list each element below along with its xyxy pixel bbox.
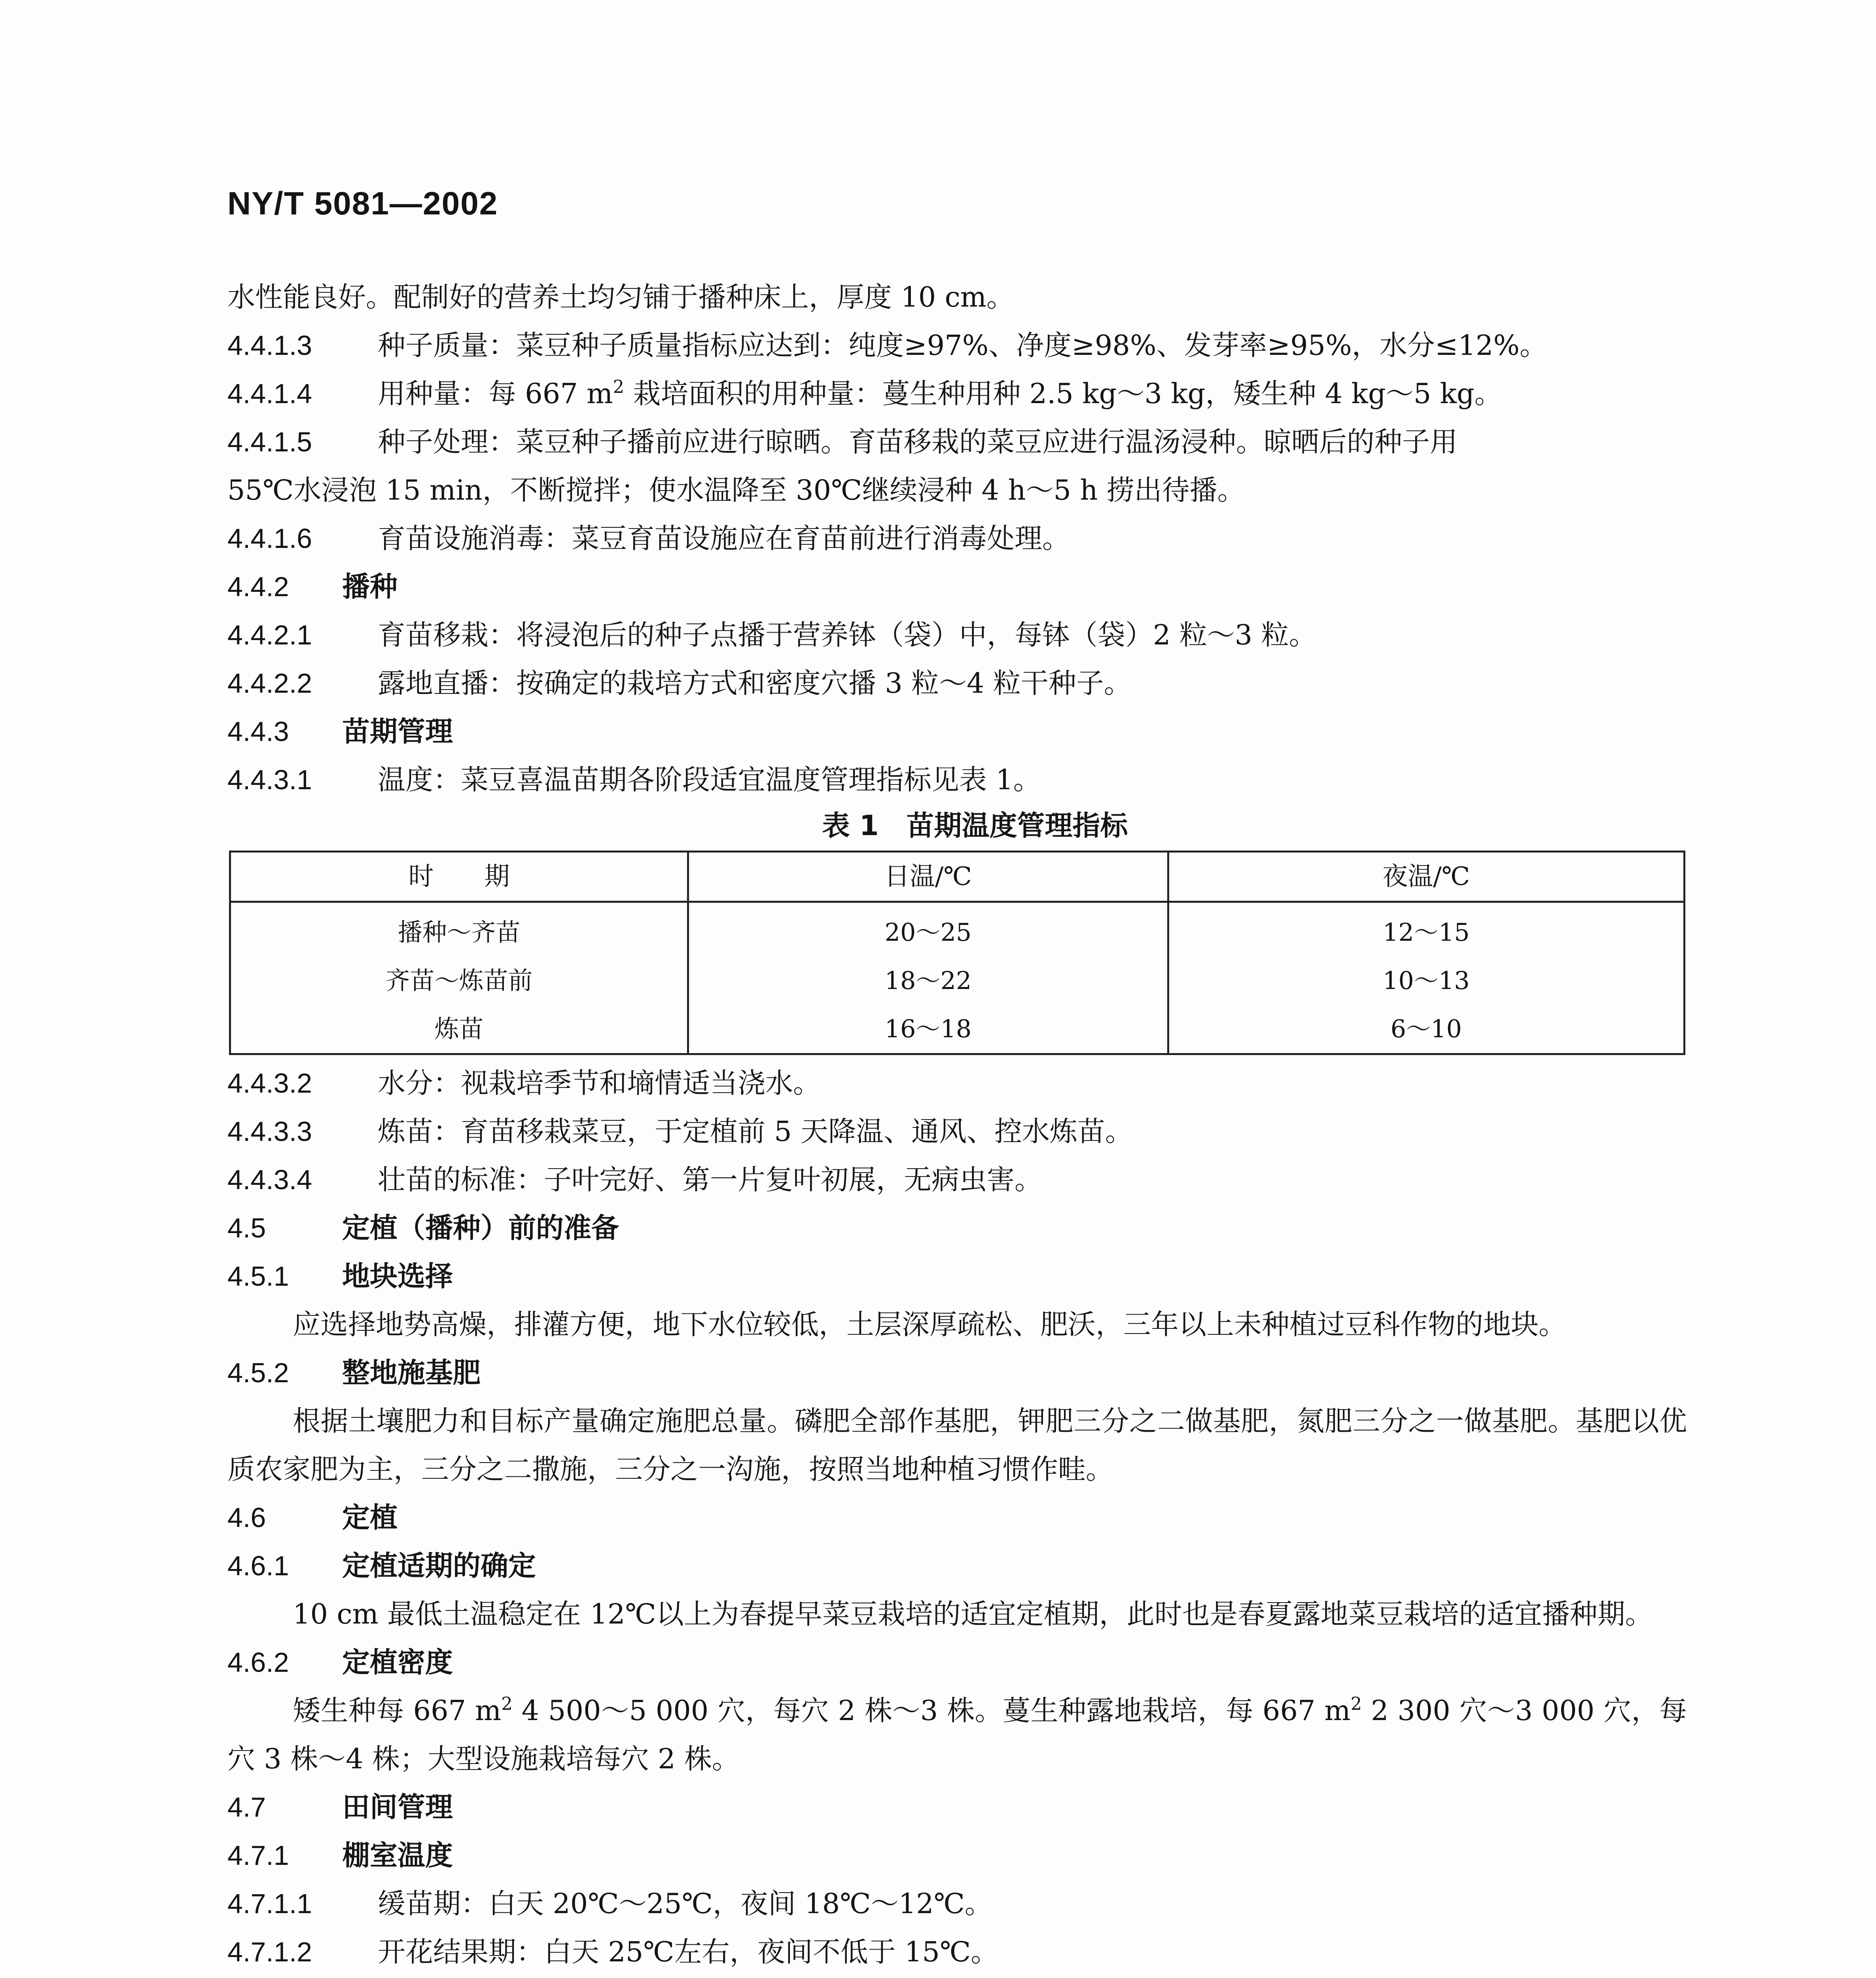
body-paragraph <box>227 1590 1687 1638</box>
heading-number: 4.4.3 <box>227 716 289 747</box>
heading-number: 4.6 <box>227 1502 266 1533</box>
section-heading <box>227 707 1687 756</box>
clause-number: 4.4.2.1 <box>227 620 312 650</box>
section-heading <box>227 1493 1687 1542</box>
clause-text: 栽培面积的用种量：蔓生种用种 2.5 kg～3 kg，矮生种 4 kg～5 kg。 <box>624 377 1502 410</box>
section-4-4-1 <box>227 273 1687 804</box>
heading-number: 4.5.1 <box>227 1261 289 1292</box>
clause-number: 4.4.3.2 <box>227 1068 312 1099</box>
heading-number: 4.6.1 <box>227 1550 289 1581</box>
heading-title: 田间管理 <box>342 1791 453 1823</box>
heading-title: 定植 <box>342 1501 398 1534</box>
heading-title: 播种 <box>342 570 398 603</box>
clause-text: 种子质量：菜豆种子质量指标应达到：纯度≥97%、净度≥98%、发芽率≥95%，水分≤12%。 <box>378 329 1547 362</box>
superscript: 2 <box>501 1693 513 1714</box>
clause-number: 4.4.1.6 <box>227 523 312 554</box>
heading-number: 4.4.2 <box>227 571 289 602</box>
body-paragraph <box>227 1686 1687 1783</box>
heading-number: 4.6.2 <box>227 1647 289 1678</box>
section-heading <box>227 1638 1687 1686</box>
section-heading <box>227 1976 1687 1978</box>
standard-code: NY/T 5081—2002 <box>227 186 498 222</box>
clause-line <box>227 611 1687 659</box>
body-paragraph <box>227 1397 1687 1493</box>
clause-line <box>227 1928 1687 1976</box>
sections-4-4-3-to-4-7 <box>227 1059 1687 1978</box>
clause-number: 4.7.1.2 <box>227 1936 312 1967</box>
heading-title: 整地施基肥 <box>342 1357 481 1389</box>
body-text: 10 cm 最低土温稳定在 12℃以上为春提早菜豆栽培的适宜定植期，此时也是春夏露地菜豆栽培的适宜播种期。 <box>293 1598 1653 1630</box>
body-paragraph <box>227 1300 1687 1349</box>
clause-line <box>227 466 1687 514</box>
clause-text: 种子处理：菜豆种子播前应进行晾晒。育苗移栽的菜豆应进行温汤浸种。晾晒后的种子用 <box>378 426 1458 458</box>
table-cell: 18～22 <box>688 957 1168 1005</box>
section-heading <box>227 563 1687 611</box>
heading-title: 定植密度 <box>342 1646 453 1679</box>
clause-line <box>227 369 1687 418</box>
table-cell: 10～13 <box>1168 957 1684 1005</box>
section-heading <box>227 1542 1687 1590</box>
table-header-period: 时 期 <box>230 852 688 902</box>
clause-line <box>227 659 1687 707</box>
table-row <box>230 957 1685 1005</box>
body-text: 55℃水浸泡 15 min，不断搅拌；使水温降至 30℃继续浸种 4 h～5 h 捞出待播。 <box>227 474 1245 506</box>
body-text: 水性能良好。配制好的营养土均匀铺于播种床上，厚度 10 cm。 <box>227 281 1015 313</box>
clause-text: 开花结果期：白天 25℃左右，夜间不低于 15℃。 <box>378 1936 999 1968</box>
clause-text: 缓苗期：白天 20℃～25℃，夜间 18℃～12℃。 <box>378 1887 993 1920</box>
heading-title: 定植（播种）前的准备 <box>342 1212 619 1244</box>
table-header-night-temp: 夜温/℃ <box>1168 852 1684 902</box>
clause-number: 4.7.1.1 <box>227 1888 312 1919</box>
heading-number <box>227 1976 342 1978</box>
heading-title: 棚室温度 <box>342 1839 453 1872</box>
clause-line <box>227 321 1687 369</box>
clause-text: 用种量：每 667 m <box>378 377 613 410</box>
heading-number: 4.5 <box>227 1213 266 1243</box>
clause-line <box>227 1107 1687 1156</box>
clause-line <box>227 1156 1687 1204</box>
clause-text: 育苗移栽：将浸泡后的种子点播于营养钵（袋）中，每钵（袋）2 粒～3 粒。 <box>378 619 1317 651</box>
clause-number: 4.4.1.5 <box>227 426 312 457</box>
clause-number: 4.4.3.1 <box>227 764 312 795</box>
table-cell: 炼苗 <box>434 1014 484 1043</box>
table-header-row <box>230 852 1685 902</box>
clause-text: 育苗设施消毒：菜豆育苗设施应在育苗前进行消毒处理。 <box>378 522 1070 555</box>
heading-number: 4.7.1 <box>227 1840 289 1871</box>
clause-line <box>227 418 1687 466</box>
heading-number: 4.5.2 <box>227 1357 289 1388</box>
clause-line <box>227 756 1687 804</box>
clause-number: 4.4.1.3 <box>227 330 312 361</box>
table-cell: 20～25 <box>688 902 1168 957</box>
clause-number: 4.4.3.3 <box>227 1116 312 1147</box>
clause-text: 水分：视栽培季节和墒情适当浇水。 <box>378 1067 821 1099</box>
clause-line <box>227 1879 1687 1928</box>
section-heading <box>227 1349 1687 1397</box>
clause-line <box>227 1059 1687 1107</box>
clause-text: 露地直播：按确定的栽培方式和密度穴播 3 粒～4 粒干种子。 <box>378 667 1132 699</box>
clause-text: 炼苗：育苗移栽菜豆，于定植前 5 天降温、通风、控水炼苗。 <box>378 1115 1133 1148</box>
clause-text: 温度：菜豆喜温苗期各阶段适宜温度管理指标见表 1。 <box>378 764 1041 796</box>
table-cell: 16～18 <box>688 1005 1168 1054</box>
body-text: 应选择地势高燥，排灌方便，地下水位较低，土层深厚疏松、肥沃，三年以上未种植过豆科作物的地块。 <box>293 1308 1566 1341</box>
section-heading <box>227 1204 1687 1252</box>
clause-number: 4.4.2.2 <box>227 668 312 699</box>
clause-number: 4.4.3.4 <box>227 1164 312 1195</box>
table-cell: 齐苗～炼苗前 <box>385 966 533 995</box>
clause-text: 壮苗的标准：子叶完好、第一片复叶初展，无病虫害。 <box>378 1163 1042 1196</box>
clause-line <box>227 273 1687 321</box>
section-heading <box>227 1783 1687 1831</box>
heading-title: 地块选择 <box>342 1260 453 1292</box>
table-header-day-temp: 日温/℃ <box>688 852 1168 902</box>
body-content <box>227 273 1687 1978</box>
body-text: 2 300 穴～3 000 穴，每穴 3 株～4 株；大型设施栽培每穴 2 株。 <box>227 1694 1687 1775</box>
table-caption: 表 1 苗期温度管理指标 <box>822 809 1128 842</box>
body-text: 4 500～5 000 穴，每穴 2 株～3 株。蔓生种露地栽培，每 667 m <box>512 1694 1351 1727</box>
clause-line <box>227 514 1687 563</box>
table-row <box>230 902 1685 957</box>
body-text: 根据土壤肥力和目标产量确定施肥总量。磷肥全部作基肥，钾肥三分之二做基肥，氮肥三分之一做基肥。基肥以优质农家肥为主，三分之二撒施，三分之一沟施，按照当地种植习惯作畦。 <box>227 1405 1687 1485</box>
table-cell: 12～15 <box>1168 902 1684 957</box>
table-cell: 6～10 <box>1168 1005 1684 1054</box>
seedling-temperature-table <box>229 851 1685 1055</box>
heading-title: 苗期管理 <box>342 715 453 748</box>
superscript: 2 <box>1350 1693 1362 1714</box>
superscript: 2 <box>613 376 625 397</box>
heading-title: 定植适期的确定 <box>342 1550 536 1582</box>
section-heading <box>227 1831 1687 1879</box>
table-row <box>230 1005 1685 1054</box>
body-text: 矮生种每 667 m <box>293 1694 502 1727</box>
table-cell: 播种～齐苗 <box>398 918 521 947</box>
section-heading <box>227 1252 1687 1300</box>
heading-number: 4.7 <box>227 1792 266 1823</box>
clause-number: 4.4.1.4 <box>227 378 312 409</box>
